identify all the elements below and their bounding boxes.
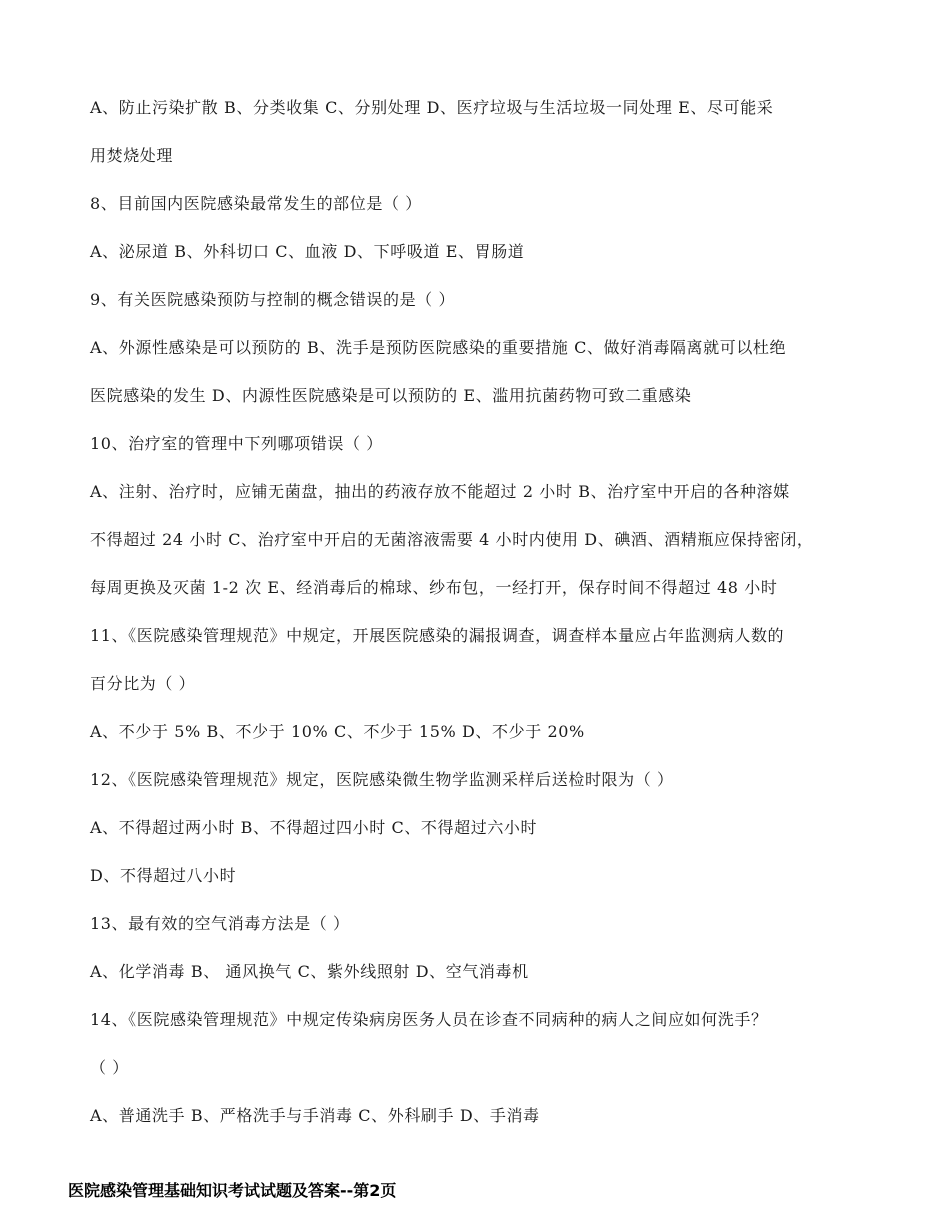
question-8: 8、目前国内医院感染最常发生的部位是（ ） — [90, 194, 422, 213]
question-14: 14、《医院感染管理规范》中规定传染病房医务人员在诊查不同病种的病人之间应如何洗手？ — [90, 1010, 768, 1029]
text-line-option-7: A、防止污染扩散 B、分类收集 C、分别处理 D、医疗垃圾与生活垃圾一同处理 E、尽可能采 — [90, 98, 774, 117]
options-9: A、外源性感染是可以预防的 B、洗手是预防医院感染的重要措施 C、做好消毒隔离就可以杜绝 — [90, 338, 787, 357]
text-line-option-7-cont: 用焚烧处理 — [90, 146, 174, 165]
options-9-cont: 医院感染的发生 D、内源性医院感染是可以预防的 E、滥用抗菌药物可致二重感染 — [90, 386, 692, 405]
options-8: A、泌尿道 B、外科切口 C、血液 D、下呼吸道 E、胃肠道 — [90, 242, 525, 261]
question-11: 11、《医院感染管理规范》中规定，开展医院感染的漏报调查，调查样本量应占年监测病人数的 — [90, 626, 785, 645]
question-12: 12、《医院感染管理规范》规定，医院感染微生物学监测采样后送检时限为（ ） — [90, 770, 674, 789]
page-footer: 医院感染管理基础知识考试试题及答案--第2页 — [68, 1181, 397, 1200]
options-11: A、不少于 5% B、不少于 10% C、不少于 15% D、不少于 20% — [90, 722, 585, 741]
question-9: 9、有关医院感染预防与控制的概念错误的是（ ） — [90, 290, 456, 309]
question-14-cont: （ ） — [90, 1058, 129, 1077]
options-12-cont: D、不得超过八小时 — [90, 866, 237, 885]
options-10: A、注射、治疗时，应铺无菌盘，抽出的药液存放不能超过 2 小时 B、治疗室中开启的各种溶媒 — [90, 482, 790, 501]
options-13: A、化学消毒 B、 通风换气 C、紫外线照射 D、空气消毒机 — [90, 962, 529, 981]
question-10: 10、治疗室的管理中下列哪项错误（ ） — [90, 434, 383, 453]
options-14: A、普通洗手 B、严格洗手与手消毒 C、外科刷手 D、手消毒 — [90, 1106, 540, 1125]
options-10-cont-2: 每周更换及灭菌 1-2 次 E、经消毒后的棉球、纱布包，一经打开，保存时间不得超过 48 小时 — [90, 578, 778, 597]
options-10-cont-1: 不得超过 24 小时 C、治疗室中开启的无菌溶液需要 4 小时内使用 D、碘酒、酒精瓶应保持密闭， — [90, 530, 814, 549]
question-13: 13、最有效的空气消毒方法是（ ） — [90, 914, 350, 933]
question-11-cont: 百分比为（ ） — [90, 674, 196, 693]
options-12: A、不得超过两小时 B、不得超过四小时 C、不得超过六小时 — [90, 818, 538, 837]
